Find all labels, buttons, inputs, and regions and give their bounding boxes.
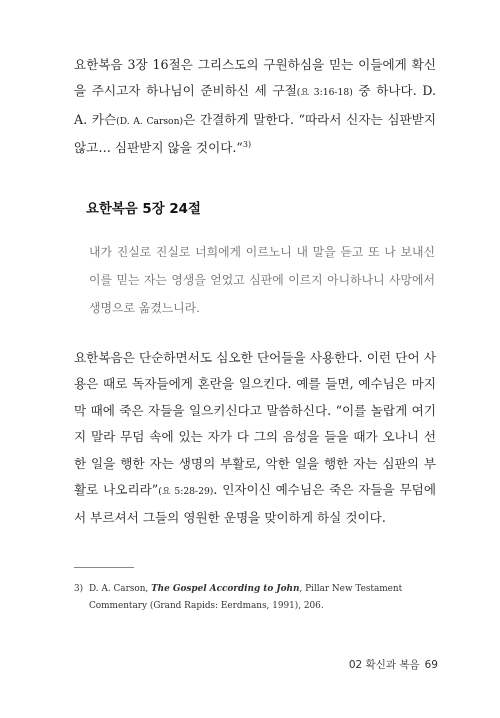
scripture-reference: (요 5:28-29) bbox=[158, 486, 214, 498]
body-paragraph bbox=[74, 345, 436, 532]
footnote-divider bbox=[74, 567, 134, 568]
footnote-marker: 3) bbox=[242, 140, 252, 150]
footnote-number: 3) bbox=[74, 584, 84, 594]
author-name-english: (D. A. Carson) bbox=[116, 115, 184, 127]
footnote-book-title: The Gospel According to John bbox=[151, 584, 300, 594]
footnote-author: D. A. Carson, bbox=[89, 584, 152, 594]
paragraph-text: 중 하나다. D. A. 카슨 bbox=[74, 83, 436, 127]
scripture-reference: (요 3:16-18) bbox=[296, 87, 353, 99]
paragraph-text: 은 간결하게 말한다. “따라서 신자는 심판받지 않고… 심판받지 않을 것이다.” bbox=[74, 111, 437, 156]
body-paragraph bbox=[74, 52, 436, 162]
footnote-citation: , Pillar New Testament Commentary (Grand Rapids: Eerdmans, 1991), 206. bbox=[89, 584, 403, 611]
section-heading: 요한복음 5장 24절 bbox=[86, 202, 201, 217]
paragraph-text: 요한복음 3장 16절은 그리스도의 구원하심을 믿는 이들에게 확신을 주시고자 하나님이 준비하신 세 구절 bbox=[74, 57, 436, 99]
chapter-title: 02 확신과 복음 bbox=[348, 659, 420, 671]
scripture-quote: 내가 진실로 진실로 너희에게 이르노니 내 말을 듣고 또 나 보내신 이를 믿는 자는 영생을 얻었고 심판에 이르지 아니하나니 사망에서 생명으로 옮겼느니라. bbox=[89, 245, 435, 315]
footnote-body bbox=[89, 581, 436, 614]
footnote bbox=[74, 581, 436, 614]
paragraph-text: 요한복음은 단순하면서도 심오한 단어들을 사용한다. 이런 단어 사용은 때로 독자들에게 혼란을 일으킨다. 예를 들면, 예수님은 마지막 때에 죽은 자들을 일으키신다고 말씀하신다. “이를 놀랍게 여기지 말라 무덤 속에 있는 자가 다 그의 음성을 들을 때가 오나니 선한 일을 행한 자는 생명의 부활로, 악한 일을 행한 자는 심판의 부활로 나오리라” bbox=[74, 350, 436, 498]
paragraph-text: . 인자이신 예수님은 죽은 자들을 무덤에서 부르셔서 그들의 영원한 운명을 맞이하게 하실 것이다. bbox=[74, 482, 436, 526]
running-footer bbox=[349, 658, 438, 672]
page-number: 69 bbox=[424, 659, 438, 671]
